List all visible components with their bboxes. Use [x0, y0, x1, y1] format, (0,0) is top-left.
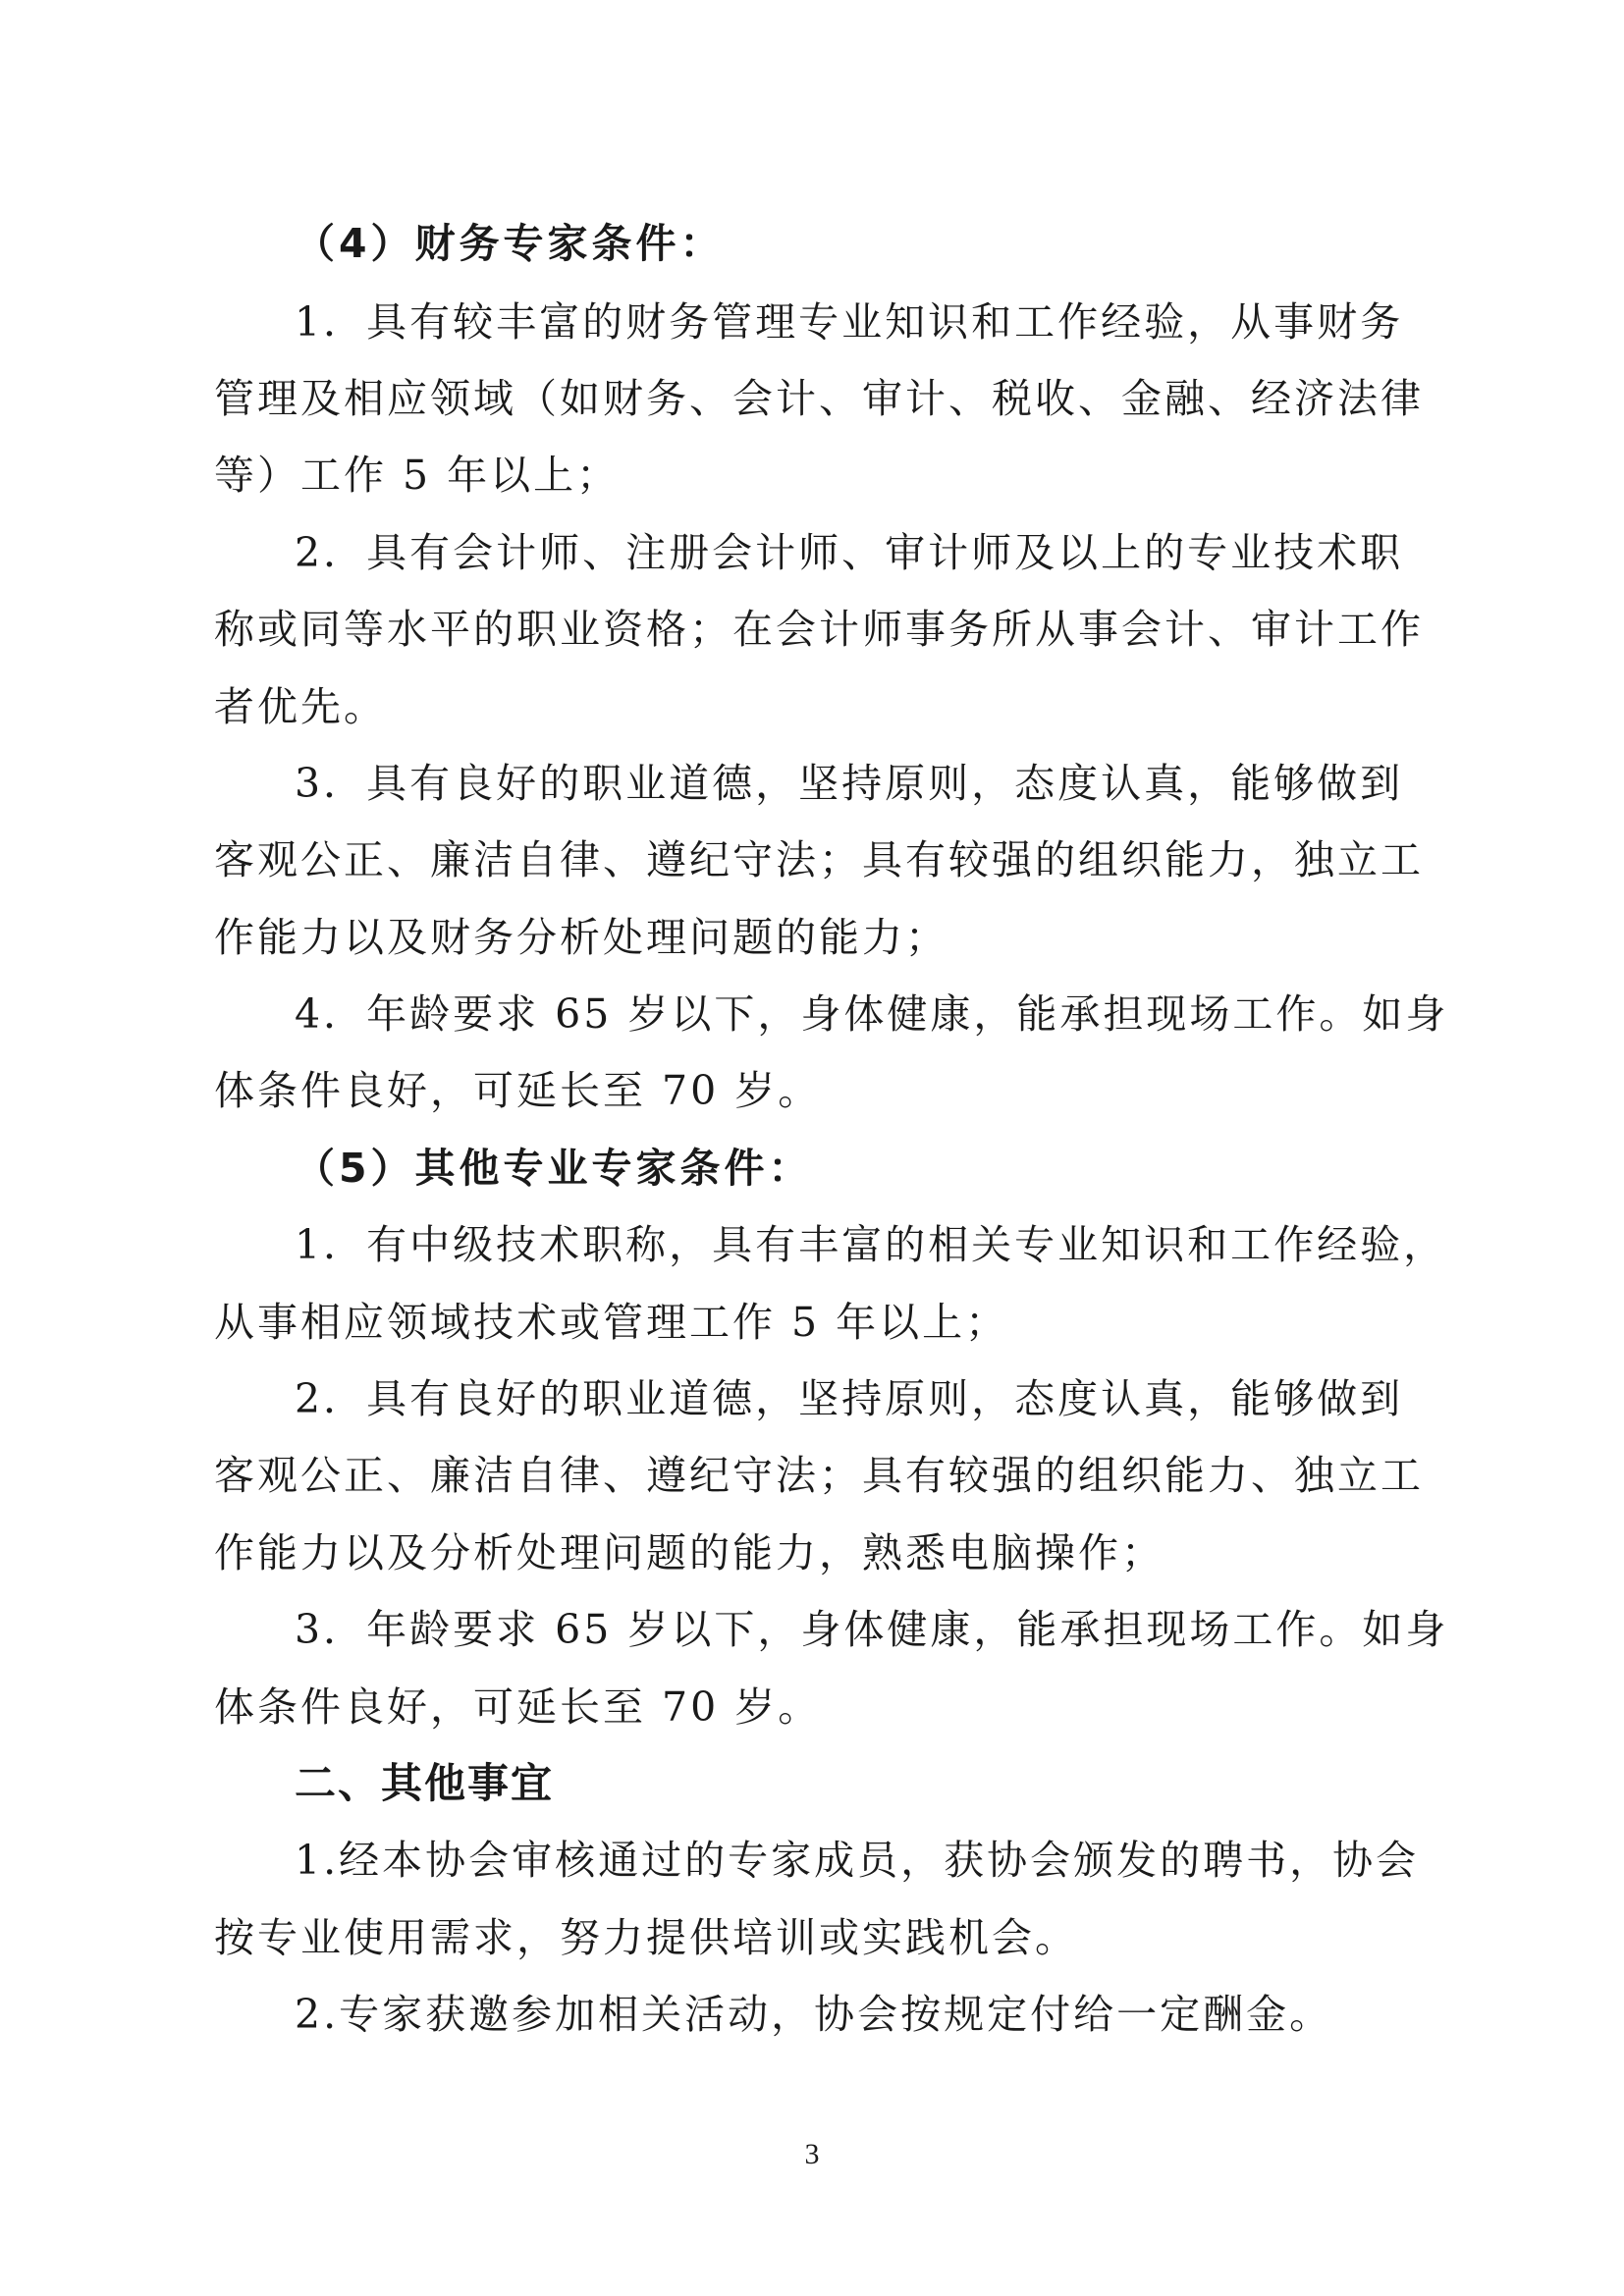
- other-item-2-line-3: 作能力以及分析处理问题的能力，熟悉电脑操作；: [214, 1529, 1164, 1576]
- finance-item-3-line-1: 3．具有良好的职业道德，坚持原则，态度认真，能够做到: [295, 760, 1404, 807]
- misc-item-2-line-1: 2.专家获邀参加相关活动，协会按规定付给一定酬金。: [295, 1991, 1333, 2038]
- other-item-2-line-1: 2．具有良好的职业道德，坚持原则，态度认真，能够做到: [295, 1375, 1404, 1422]
- finance-item-3-line-3: 作能力以及财务分析处理问题的能力；: [214, 914, 948, 961]
- other-item-3-line-1: 3．年龄要求 65 岁以下，身体健康，能承担现场工作。如身: [295, 1606, 1449, 1653]
- other-item-3-line-2: 体条件良好，可延长至 70 岁。: [214, 1683, 822, 1731]
- finance-item-2-line-2: 称或同等水平的职业资格；在会计师事务所从事会计、审计工作: [214, 606, 1424, 653]
- other-item-1-line-2: 从事相应领域技术或管理工作 5 年以上；: [214, 1299, 1009, 1346]
- finance-item-2-line-3: 者优先。: [214, 683, 387, 730]
- other-expert-heading: （5）其他专业专家条件：: [295, 1145, 813, 1192]
- finance-item-1-line-1: 1．具有较丰富的财务管理专业知识和工作经验，从事财务: [295, 298, 1404, 346]
- finance-item-1-line-3: 等）工作 5 年以上；: [214, 452, 621, 499]
- other-item-1-line-1: 1．有中级技术职称，具有丰富的相关专业知识和工作经验，: [295, 1221, 1447, 1268]
- finance-item-4-line-2: 体条件良好，可延长至 70 岁。: [214, 1067, 822, 1114]
- finance-item-2-line-1: 2．具有会计师、注册会计师、审计师及以上的专业技术职: [295, 529, 1404, 576]
- finance-item-1-line-2: 管理及相应领域（如财务、会计、审计、税收、金融、经济法律: [214, 375, 1424, 422]
- other-matters-heading: 二、其他事宜: [295, 1759, 555, 1807]
- misc-item-1-line-1: 1.经本协会审核通过的专家成员，获协会颁发的聘书，协会: [295, 1837, 1420, 1884]
- page-number: 3: [804, 2138, 820, 2170]
- finance-expert-heading: （4）财务专家条件：: [295, 220, 725, 267]
- other-item-2-line-2: 客观公正、廉洁自律、遵纪守法；具有较强的组织能力、独立工: [214, 1452, 1424, 1499]
- finance-item-3-line-2: 客观公正、廉洁自律、遵纪守法；具有较强的组织能力，独立工: [214, 836, 1424, 883]
- misc-item-1-line-2: 按专业使用需求，努力提供培训或实践机会。: [214, 1914, 1078, 1961]
- finance-item-4-line-1: 4．年龄要求 65 岁以下，身体健康，能承担现场工作。如身: [295, 990, 1449, 1038]
